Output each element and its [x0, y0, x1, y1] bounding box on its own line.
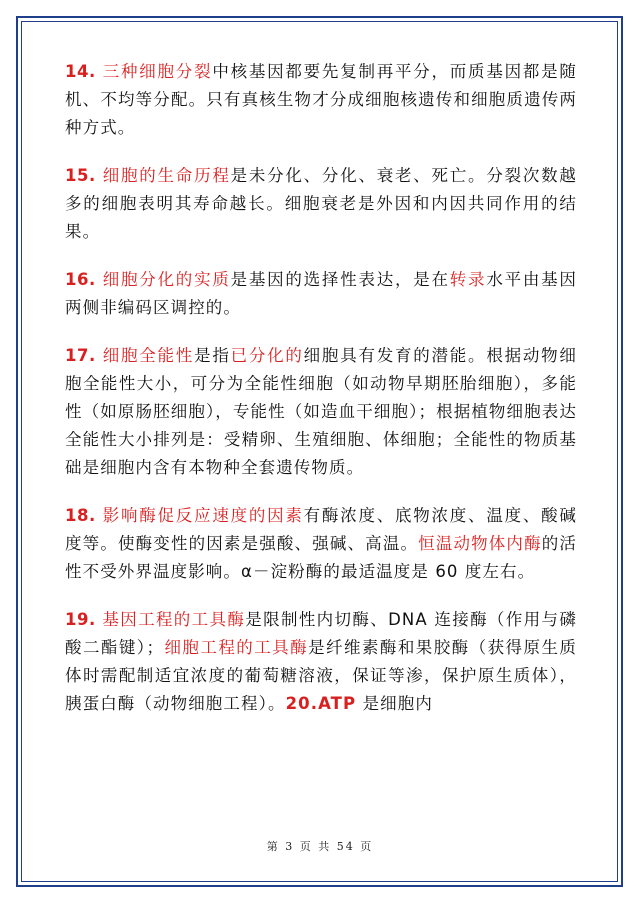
highlight-term: 影响酶促反应速度的因素 — [102, 506, 304, 525]
body-text: 是细胞内 — [356, 694, 433, 713]
highlight-term: 细胞全能性 — [102, 346, 195, 365]
item-16 — [65, 266, 577, 322]
item-number: 14. — [65, 62, 96, 81]
item-18 — [65, 502, 577, 586]
document-body — [65, 58, 577, 738]
item-number: 15. — [65, 166, 96, 185]
highlight-term: 细胞分化的实质 — [102, 270, 231, 289]
item-number: 16. — [65, 270, 96, 289]
item-15 — [65, 162, 577, 246]
highlight-term: 恒温动物体内酶 — [418, 534, 542, 553]
item-number: 17. — [65, 346, 96, 365]
item-17 — [65, 342, 577, 482]
body-text: 是指 — [194, 346, 231, 365]
body-text: 的活性不受外界温度影响。α－淀粉酶的最适温度是 60 度左右。 — [65, 534, 578, 581]
item-20-start: 20.ATP — [285, 694, 357, 713]
body-text: 是纤维素酶和果胶酶（获得原生质体时需配制适宜浓度的葡萄糖溶液，保证等渗，保护原生质体），胰蛋白酶（动物细胞工程）。 — [65, 638, 577, 713]
item-19 — [65, 606, 577, 718]
highlight-term: 转录 — [449, 270, 487, 289]
body-text: 是限制性内切酶、DNA 连接酶（作用与磷酸二酯键）； — [65, 610, 577, 657]
highlight-term: 细胞的生命历程 — [102, 166, 231, 185]
item-number: 18. — [65, 506, 96, 525]
body-text: 细胞具有发育的潜能。根据动物细胞全能性大小，可分为全能性细胞（如动物早期胚胎细胞），多能性（如原肠胚细胞），专能性（如造血干细胞）；根据植物细胞表达全能性大小排列是：受精卵、生殖细胞、体细胞；全能性的物质基础是细胞内含有本物种全套遗传物质。 — [65, 346, 577, 477]
body-text: 中核基因都要先复制再平分，而质基因都是随机、不均等分配。只有真核生物才分成细胞核遗传和细胞质遗传两种方式。 — [65, 62, 577, 137]
highlight-term: 细胞工程的工具酶 — [164, 638, 309, 657]
body-text: 是基因的选择性表达，是在 — [230, 270, 450, 289]
highlight-term: 基因工程的工具酶 — [102, 610, 246, 629]
page-footer: 第 3 页 共 54 页 — [266, 840, 374, 853]
body-text: 有酶浓度、底物浓度、温度、酸碱度等。使酶变性的因素是强酸、强碱、高温。 — [65, 506, 577, 553]
item-number: 19. — [65, 610, 96, 629]
highlight-term: 已分化的 — [230, 346, 304, 365]
body-text: 是未分化、分化、衰老、死亡。分裂次数越多的细胞表明其寿命越长。细胞衰老是外因和内因共同作用的结果。 — [65, 166, 577, 241]
body-text: 水平由基因两侧非编码区调控的。 — [65, 270, 577, 317]
highlight-term: 三种细胞分裂 — [102, 62, 213, 81]
item-14 — [65, 58, 577, 142]
